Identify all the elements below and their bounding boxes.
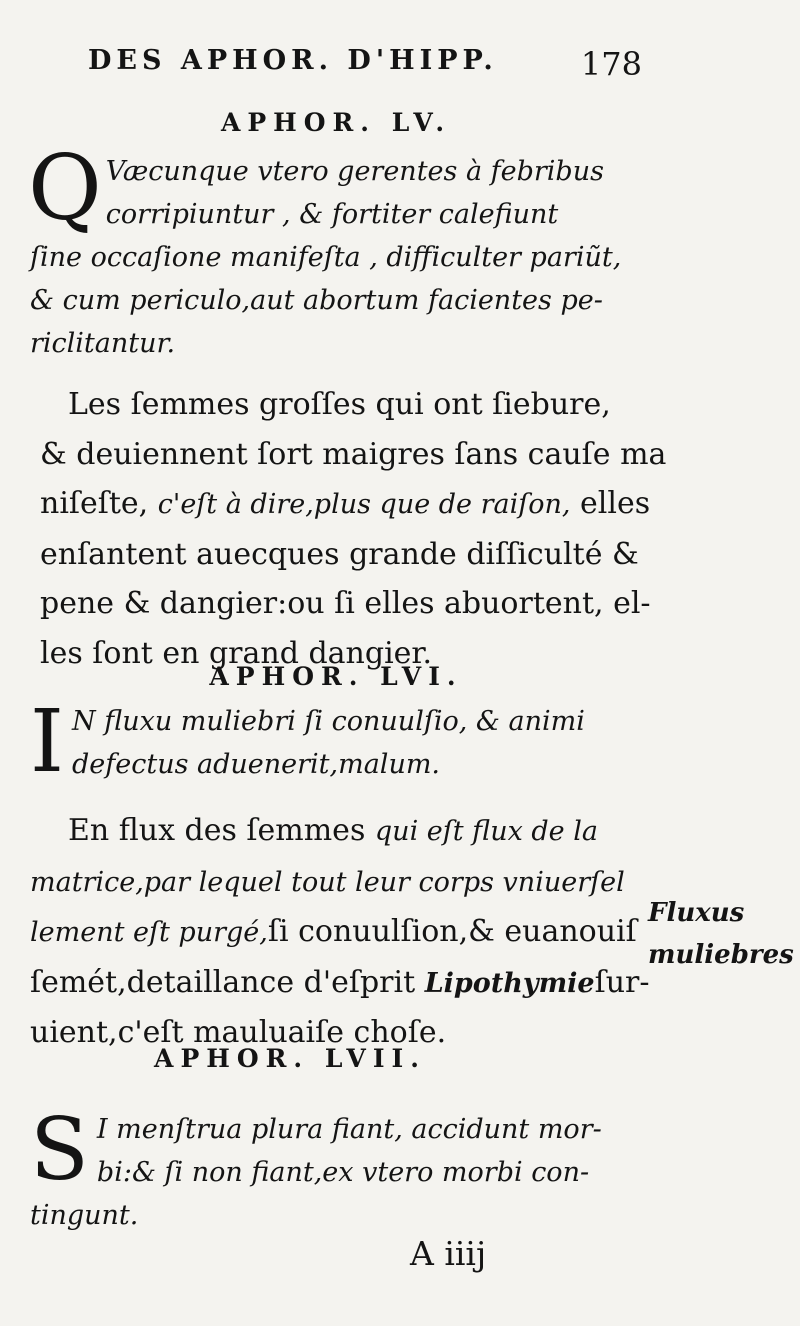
latin-line: Væcunque vtero gerentes à febribus	[105, 156, 604, 187]
latin-line: corripiuntur , & fortiter calefiunt	[105, 199, 559, 230]
french-line: les ſont en grand dangier.	[40, 635, 433, 671]
french-line: & deuiennent ſort maigres ſans cauſe ma	[40, 436, 667, 472]
aphorism-55-heading: APHOR. LV.	[220, 108, 452, 137]
aphorism-57-latin	[30, 1100, 642, 1237]
aphorism-56-latin	[30, 692, 642, 792]
latin-line: ſine occaſione manifeſta , difficulter pariũt,	[30, 242, 622, 273]
drop-cap-q: Q	[28, 136, 102, 241]
aphorism-55-latin	[28, 136, 642, 365]
latin-line: I menſtrua plura fiant, accidunt mor-	[96, 1114, 602, 1145]
latin-line: bi:& ſi non fiant,ex vtero morbi con-	[96, 1157, 590, 1188]
margin-note	[648, 892, 798, 976]
running-title: DES APHOR. D'HIPP.	[88, 45, 498, 76]
page-header	[88, 45, 648, 89]
french-line: En flux des ſemmes qui eſt flux de la	[68, 813, 598, 848]
french-line: Les ſemmes groſſes qui ont ſiebure,	[68, 387, 611, 422]
latin-line: riclitantur.	[30, 328, 176, 359]
french-line: pene & dangier:ou ſi elles abuortent, el-	[40, 586, 651, 621]
french-line: uient,c'eſt mauluaiſe choſe.	[30, 1015, 447, 1050]
margin-note-line: muliebres	[648, 940, 794, 970]
french-line: lement eſt purgé,ſi conuulſion,& euanouiſ	[30, 914, 637, 949]
latin-line: tingunt.	[30, 1200, 139, 1231]
aphorism-57-heading: APHOR. LVII.	[154, 1044, 426, 1073]
aphorism-56-heading: APHOR. LVI.	[209, 662, 463, 691]
french-line: niſeſte, c'eſt à dire,plus que de raiſon, elles	[40, 486, 651, 521]
aphorism-55-french	[40, 380, 667, 678]
latin-line: N fluxu muliebri ſi conuulſio, & animi	[71, 706, 585, 737]
signature-mark: A iiij	[410, 1234, 487, 1273]
french-line: matrice,par lequel tout leur corps vniuerſel	[30, 866, 625, 898]
french-italic-gloss: c'eſt à dire,plus que de raiſon,	[157, 489, 571, 520]
margin-note-line: Fluxus	[648, 898, 745, 928]
french-line: enſantent auecques grande diſſiculté &	[40, 536, 639, 572]
drop-cap-s: S	[30, 1100, 89, 1200]
latin-line: defectus aduenerit,malum.	[71, 749, 441, 780]
aphorism-56-french	[30, 806, 650, 1058]
french-line: ſemét,detaillance d'eſprit Lipothymieſur-	[30, 964, 650, 1000]
page-number: 178	[580, 45, 642, 83]
drop-cap-i: I	[30, 692, 64, 792]
latin-line: & cum periculo,aut abortum facientes pe-	[30, 285, 603, 316]
